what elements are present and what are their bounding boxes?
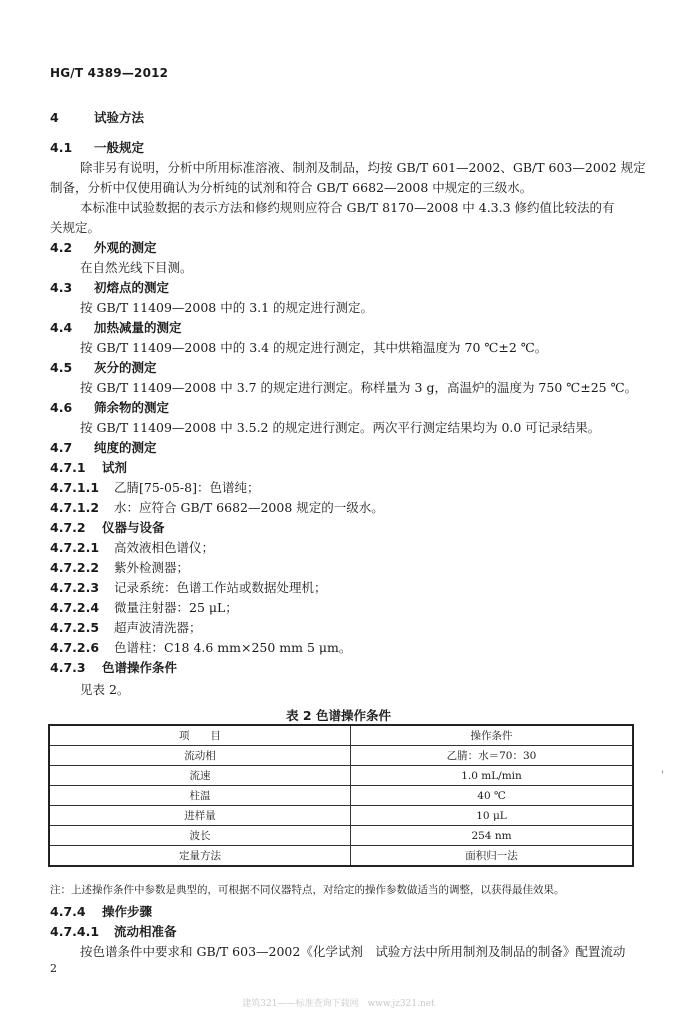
table-cell: 流速 [49,766,351,786]
clause-title: 初熔点的测定 [94,280,170,295]
clause-4-7-2-heading [50,518,165,536]
table-cell: 乙腈：水＝70：30 [351,746,634,766]
section-title: 试验方法 [94,110,145,125]
paragraph-line: 制备，分析中仅使用确认为分析纯的试剂和符合 GB/T 6682—2008 中规定的三级水。 [50,180,533,195]
item-number: 4.7.1.1 [50,480,100,495]
item-text: 紫外检测器； [114,560,190,575]
table-title: 表 2 色谱操作条件 [286,708,391,723]
clause-4-2-heading [50,238,157,256]
paragraph-line: 本标准中试验数据的表示方法和修约规则应符合 GB/T 8170—2008 中 4.3.3 修约值比较法的有 [80,200,615,215]
table-row [49,806,633,826]
clause-title: 筛余物的测定 [94,400,170,415]
clause-text: 按 GB/T 11409—2008 中的 3.1 的规定进行测定。 [80,300,374,315]
scan-edge-mark: ' [661,770,664,781]
document-code: HG/T 4389—2012 [50,66,169,80]
table-cell: 10 μL [351,806,634,826]
table-cell: 柱温 [49,786,351,806]
list-item [50,478,259,496]
clause-title: 灰分的测定 [94,360,157,375]
table-row [49,746,633,766]
item-number: 4.7.2.1 [50,540,100,555]
item-number: 4.7.2.3 [50,580,100,595]
clause-number: 4.1 [50,140,73,155]
clause-4-7-3-heading [50,658,177,676]
table-row [49,846,633,867]
clause-title: 色谱操作条件 [102,660,178,675]
clause-4-7-heading [50,438,157,456]
conditions-table [48,724,634,867]
list-item [50,498,384,516]
list-item [50,638,351,656]
item-text: 色谱柱：C18 4.6 mm×250 mm 5 μm。 [114,640,352,655]
list-item [50,538,214,556]
table-row [49,766,633,786]
clause-4-1-heading [50,138,144,156]
clause-number: 4.3 [50,280,73,295]
clause-text: 按色谱条件中要求和 GB/T 603—2002《化学试剂 试验方法中所用制剂及制品的制备》配置流动 [80,944,626,959]
list-item [50,578,327,596]
clause-4-6-heading [50,398,169,416]
clause-title: 一般规定 [94,140,145,155]
clause-number: 4.7.2 [50,520,86,535]
clause-number: 4.6 [50,400,73,415]
item-text: 超声波清洗器； [114,620,202,635]
table-cell: 1.0 mL/min [351,766,634,786]
table-cell: 流动相 [49,746,351,766]
clause-4-7-4-heading [50,902,152,920]
item-number: 4.7.2.2 [50,560,100,575]
clause-4-4-heading [50,318,182,336]
list-item [50,618,202,636]
clause-number: 4.7 [50,440,73,455]
clause-title: 仪器与设备 [102,520,165,535]
table-cell: 40 ℃ [351,786,634,806]
table-cell: 波长 [49,826,351,846]
clause-title: 操作步骤 [102,904,153,919]
clause-title: 外观的测定 [94,240,157,255]
table-row [49,786,633,806]
paragraph-line: 除非另有说明，分析中所用标准溶液、制剂及制品，均按 GB/T 601—2002、GB/T 603—2002 规定 [80,160,646,175]
item-number: 4.7.2.5 [50,620,100,635]
table-row [49,826,633,846]
item-text: 微量注射器：25 μL； [114,600,238,615]
clause-number: 4.5 [50,360,73,375]
table-cell: 进样量 [49,806,351,826]
clause-number: 4.7.4.1 [50,924,100,939]
clause-4-7-1-heading [50,458,127,476]
table-cell: 面积归一法 [351,846,634,867]
clause-number: 4.7.1 [50,460,86,475]
column-header: 项 目 [49,725,351,746]
clause-4-5-heading [50,358,157,376]
clause-number: 4.4 [50,320,73,335]
list-item [50,558,189,576]
column-header: 操作条件 [351,725,634,746]
table-note: 注：上述操作条件中参数是典型的，可根据不同仪器特点，对给定的操作参数做适当的调整，以获得最佳效果。 [50,884,565,896]
clause-number: 4.7.3 [50,660,86,675]
item-number: 4.7.1.2 [50,500,100,515]
section-heading [50,108,144,126]
clause-text: 在自然光线下目测。 [80,260,193,275]
item-number: 4.7.2.4 [50,600,100,615]
clause-number: 4.2 [50,240,73,255]
item-text: 水：应符合 GB/T 6682—2008 规定的一级水。 [114,500,384,515]
clause-text: 按 GB/T 11409—2008 中 3.5.2 的规定进行测定。两次平行测定结果均为 0.0 可记录结果。 [80,420,601,435]
footer-watermark: 建筑321——标准查询下载网 www.jz321.net [242,999,435,1009]
clause-title: 纯度的测定 [94,440,157,455]
page-number: 2 [50,962,57,975]
table-header-row [49,725,633,746]
item-text: 高效液相色谱仪； [114,540,215,555]
clause-title: 流动相准备 [114,924,177,939]
clause-number: 4.7.4 [50,904,86,919]
table-cell: 254 nm [351,826,634,846]
clause-text: 见表 2。 [80,682,130,697]
clause-title: 试剂 [102,460,128,475]
clause-title: 加热减量的测定 [94,320,182,335]
clause-4-7-4-1-heading [50,922,177,940]
item-text: 记录系统：色谱工作站或数据处理机； [114,580,327,595]
paragraph-line: 关规定。 [50,220,101,235]
item-number: 4.7.2.6 [50,640,100,655]
clause-text: 按 GB/T 11409—2008 中 3.7 的规定进行测定。称样量为 3 g，高温炉的温度为 750 ℃±25 ℃。 [80,380,638,395]
clause-4-3-heading [50,278,169,296]
table-cell: 定量方法 [49,846,351,867]
list-item [50,598,238,616]
clause-text: 按 GB/T 11409—2008 中的 3.4 的规定进行测定，其中烘箱温度为 70 ℃±2 ℃。 [80,340,548,355]
item-text: 乙腈[75-05-8]：色谱纯； [114,480,260,495]
section-number: 4 [50,110,59,125]
